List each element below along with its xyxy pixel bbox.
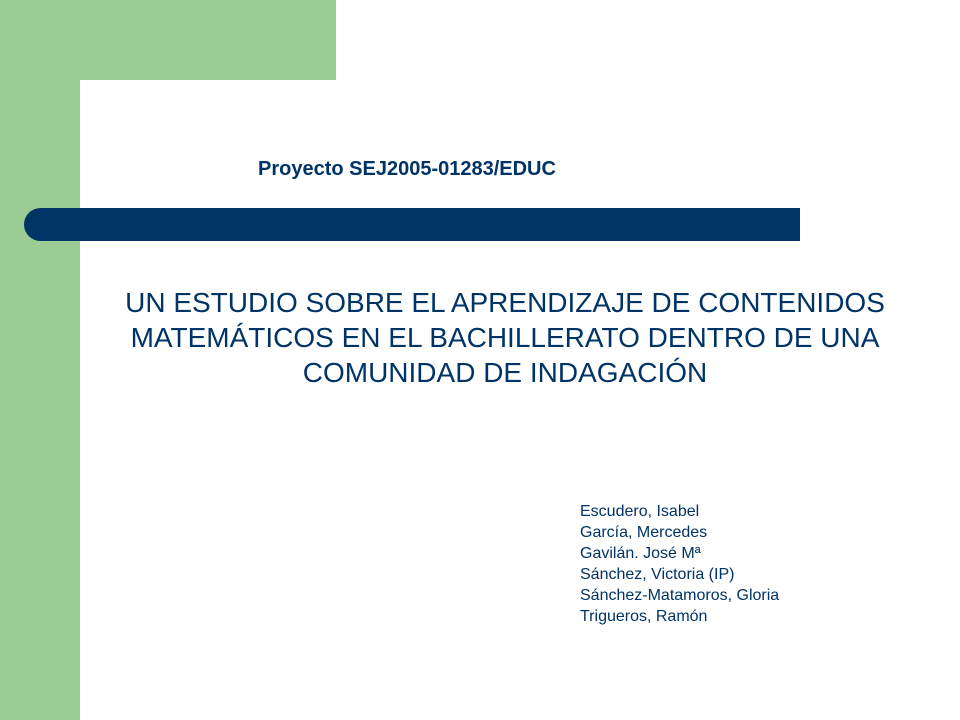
slide-title: UN ESTUDIO SOBRE EL APRENDIZAJE DE CONTENIDOS MATEMÁTICOS EN EL BACHILLERATO DENTRO DE UNA COMUNIDAD DE INDAGACIÓN	[125, 287, 885, 388]
author-name: Escudero, Isabel	[580, 503, 700, 520]
author-name: Trigueros, Ramón	[580, 608, 708, 625]
decorative-rounded-corner	[80, 80, 200, 200]
author-name: García, Mercedes	[580, 524, 708, 541]
decorative-title-bar	[24, 208, 800, 241]
author-list	[580, 501, 779, 627]
author-name: Sánchez-Matamoros, Gloria	[580, 587, 780, 604]
decorative-green-left-band	[0, 0, 80, 720]
author-name: Gavilán. José Mª	[580, 545, 701, 562]
author-name: Sánchez, Victoria (IP)	[580, 566, 735, 583]
project-code: Proyecto SEJ2005-01283/EDUC	[258, 158, 556, 180]
